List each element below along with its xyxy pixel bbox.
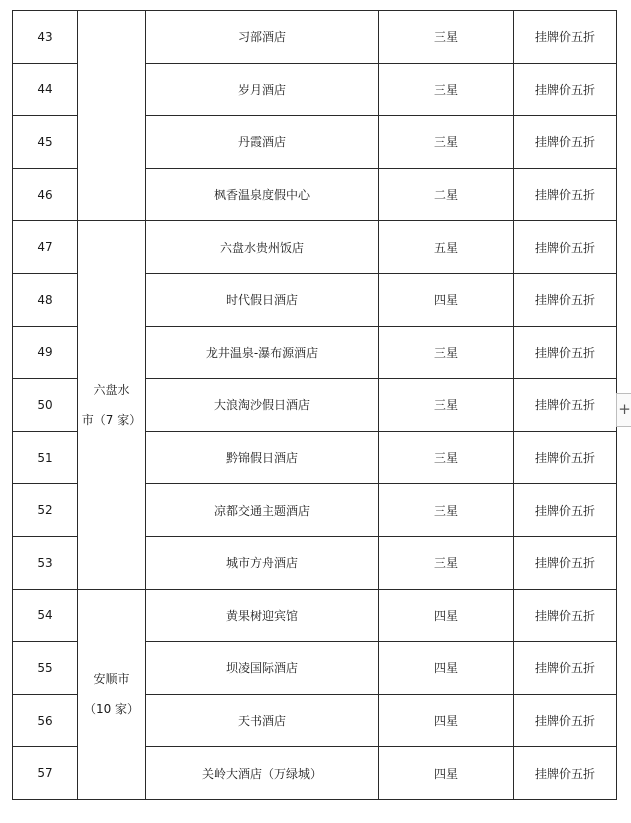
discount-cell: 挂牌价五折 <box>514 63 617 116</box>
row-number-cell: 53 <box>13 536 78 589</box>
hotel-name-cell: 枫香温泉度假中心 <box>146 168 379 221</box>
star-rating-cell: 三星 <box>379 484 514 537</box>
hotel-name-cell: 丹霞酒店 <box>146 116 379 169</box>
hotel-name-cell: 天书酒店 <box>146 694 379 747</box>
star-rating-cell: 三星 <box>379 431 514 484</box>
row-number-cell: 50 <box>13 379 78 432</box>
table-row <box>13 221 617 274</box>
table-row <box>13 11 617 64</box>
star-rating-cell: 三星 <box>379 63 514 116</box>
hotel-name-cell: 大浪淘沙假日酒店 <box>146 379 379 432</box>
discount-cell: 挂牌价五折 <box>514 694 617 747</box>
hotel-name-cell: 坝凌国际酒店 <box>146 642 379 695</box>
discount-cell: 挂牌价五折 <box>514 747 617 800</box>
row-number-cell: 47 <box>13 221 78 274</box>
row-number-cell: 54 <box>13 589 78 642</box>
star-rating-cell: 二星 <box>379 168 514 221</box>
star-rating-cell: 三星 <box>379 536 514 589</box>
row-number-cell: 45 <box>13 116 78 169</box>
hotel-name-cell: 黄果树迎宾馆 <box>146 589 379 642</box>
star-rating-cell: 四星 <box>379 589 514 642</box>
discount-cell: 挂牌价五折 <box>514 116 617 169</box>
discount-cell: 挂牌价五折 <box>514 484 617 537</box>
row-number-cell: 49 <box>13 326 78 379</box>
add-row-button[interactable]: + <box>616 393 631 427</box>
city-cell-anshun <box>78 589 146 799</box>
row-number-cell: 55 <box>13 642 78 695</box>
row-number-cell: 44 <box>13 63 78 116</box>
discount-cell: 挂牌价五折 <box>514 11 617 64</box>
row-number-cell: 46 <box>13 168 78 221</box>
star-rating-cell: 四星 <box>379 747 514 800</box>
discount-cell: 挂牌价五折 <box>514 273 617 326</box>
star-rating-cell: 三星 <box>379 379 514 432</box>
hotel-table <box>12 10 617 800</box>
star-rating-cell: 三星 <box>379 326 514 379</box>
hotel-name-cell: 六盘水贵州饭店 <box>146 221 379 274</box>
row-number-cell: 43 <box>13 11 78 64</box>
city-cell-liupanshui <box>78 221 146 589</box>
hotel-name-cell: 岁月酒店 <box>146 63 379 116</box>
hotel-name-cell: 凉都交通主题酒店 <box>146 484 379 537</box>
row-number-cell: 52 <box>13 484 78 537</box>
row-number-cell: 57 <box>13 747 78 800</box>
hotel-name-cell: 习部酒店 <box>146 11 379 64</box>
discount-cell: 挂牌价五折 <box>514 589 617 642</box>
city-count-line: （10 家） <box>83 702 140 717</box>
star-rating-cell: 四星 <box>379 273 514 326</box>
discount-cell: 挂牌价五折 <box>514 379 617 432</box>
table-row <box>13 589 617 642</box>
hotel-name-cell: 关岭大酒店（万绿城） <box>146 747 379 800</box>
discount-cell: 挂牌价五折 <box>514 168 617 221</box>
city-count-line: 市（7 家） <box>81 412 142 427</box>
hotel-name-cell: 龙井温泉-瀑布源酒店 <box>146 326 379 379</box>
city-name-line: 安顺市 <box>93 672 130 687</box>
star-rating-cell: 四星 <box>379 694 514 747</box>
row-number-cell: 48 <box>13 273 78 326</box>
discount-cell: 挂牌价五折 <box>514 326 617 379</box>
hotel-name-cell: 城市方舟酒店 <box>146 536 379 589</box>
row-number-cell: 56 <box>13 694 78 747</box>
discount-cell: 挂牌价五折 <box>514 536 617 589</box>
star-rating-cell: 五星 <box>379 221 514 274</box>
row-number-cell: 51 <box>13 431 78 484</box>
discount-cell: 挂牌价五折 <box>514 221 617 274</box>
city-cell-previous <box>78 11 146 221</box>
hotel-name-cell: 时代假日酒店 <box>146 273 379 326</box>
star-rating-cell: 三星 <box>379 11 514 64</box>
hotel-name-cell: 黔锦假日酒店 <box>146 431 379 484</box>
discount-cell: 挂牌价五折 <box>514 642 617 695</box>
star-rating-cell: 三星 <box>379 116 514 169</box>
star-rating-cell: 四星 <box>379 642 514 695</box>
discount-cell: 挂牌价五折 <box>514 431 617 484</box>
city-name-line: 六盘水 <box>93 382 130 397</box>
